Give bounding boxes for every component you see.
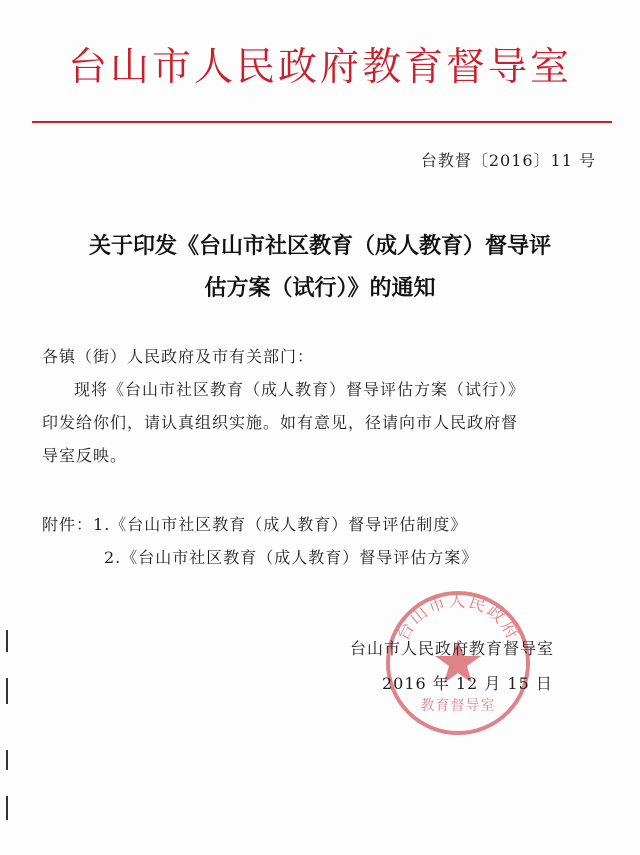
body-paragraph-line-3: 导室反映。: [42, 446, 128, 465]
svg-text:台山市人民政府: 台山市人民政府: [392, 591, 524, 645]
document-title-line-2: 估方案（试行）》的通知: [204, 276, 436, 301]
salutation: 各镇（街）人民政府及市有关部门：: [42, 347, 315, 366]
attachment-item-2: 2.《台山市社区教育（成人教育）督导评估方案》: [104, 548, 479, 567]
body-paragraph-line-1: 现将《台山市社区教育（成人教育）督导评估方案（试行）》: [74, 380, 526, 399]
attachment-item: [42, 508, 602, 541]
official-seal-stamp: [383, 588, 533, 738]
document-title: [30, 226, 610, 310]
signature-organization: 台山市人民政府教育督导室: [350, 639, 555, 658]
svg-text:教育督导室: 教育督导室: [420, 698, 496, 714]
signature-date: 2016 年 12 月 15 日: [382, 674, 553, 693]
document-title-line-1: 关于印发《台山市社区教育（成人教育）督导评: [88, 234, 551, 259]
attachment-item: [42, 541, 602, 574]
attachments-label: 附件：: [42, 515, 94, 534]
document-body: [42, 340, 602, 472]
attachment-item-1: 1.《台山市社区教育（成人教育）督导评估制度》: [93, 515, 468, 534]
attachments-list: [42, 508, 602, 574]
binding-margin-marks: [4, 600, 12, 850]
header-red-rule: [32, 121, 612, 123]
body-paragraph-line-2: 印发给你们，请认真组织实施。如有意见，径请向市人民政府督: [42, 413, 519, 432]
issuer-header: 台山市人民政府教育督导室: [67, 45, 572, 90]
document-number: 台教督〔2016〕11 号: [420, 151, 596, 170]
